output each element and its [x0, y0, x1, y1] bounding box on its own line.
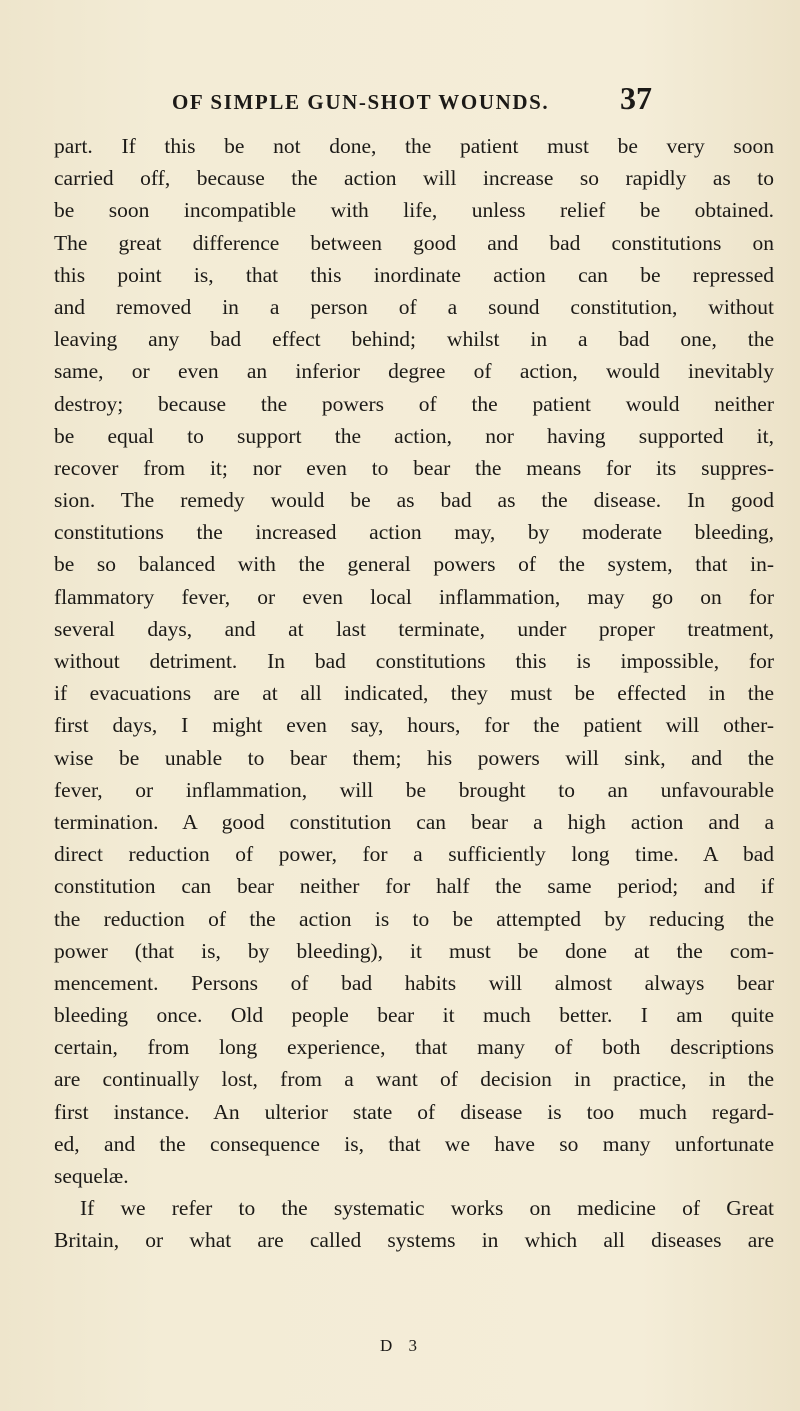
running-title: OF SIMPLE GUN-SHOT WOUNDS. [172, 90, 550, 114]
text-line: without detriment. In bad constitutions this is impossible, for [54, 649, 774, 673]
text-line: power (that is, by bleeding), it must be done at the com- [54, 938, 774, 963]
text-line: constitutions the increased action may, by moderate bleeding, [54, 520, 774, 545]
text-line: same, or even an inferior degree of action, would inevitably [54, 359, 774, 384]
text-line: be soon incompatible with life, unless relief be obtained. [54, 198, 774, 223]
text-line: termination. A good constitution can bear a high action and a [54, 809, 774, 834]
text-line: first days, I might even say, hours, for the patient will other- [54, 713, 774, 738]
text-line: sion. The remedy would be as bad as the disease. In good [54, 488, 774, 513]
running-head [0, 80, 800, 118]
text-line: if evacuations are at all indicated, they must be effected in the [54, 681, 774, 706]
text-line: direct reduction of power, for a sufficiently long time. A bad [54, 842, 774, 867]
text-line: destroy; because the powers of the patient would neither [54, 391, 774, 416]
text-line: sequelæ. [54, 1164, 129, 1188]
text-line: first instance. An ulterior state of disease is too much regard- [54, 1099, 774, 1124]
text-line: constitution can bear neither for half the same period; and if [54, 874, 774, 899]
signature-mark: D 3 [380, 1336, 424, 1355]
text-line: bleeding once. Old people bear it much better. I am quite [54, 1003, 774, 1028]
text-line: are continually lost, from a want of decision in practice, in the [54, 1067, 774, 1092]
text-line: carried off, because the action will increase so rapidly as to [54, 166, 774, 191]
text-line: recover from it; nor even to bear the means for its suppres- [54, 455, 774, 480]
text-line: fever, or inflammation, will be brought to an unfavourable [54, 777, 774, 802]
text-line: Britain, or what are called systems in which all diseases are [54, 1228, 774, 1253]
text-line: this point is, that this inordinate action can be repressed [54, 262, 774, 287]
paragraph-start-line: If we refer to the systematic works on medicine of Great [80, 1196, 774, 1221]
text-line: and removed in a person of a sound constitution, without [54, 294, 774, 319]
text-line: leaving any bad effect behind; whilst in a bad one, the [54, 327, 774, 352]
text-line: The great difference between good and bad constitutions on [54, 230, 774, 255]
text-line: certain, from long experience, that many of both descriptions [54, 1035, 774, 1060]
body-text [54, 130, 774, 1257]
text-line: several days, and at last terminate, under proper treatment, [54, 616, 774, 641]
text-line: the reduction of the action is to be attempted by reducing the [54, 906, 774, 931]
text-line: wise be unable to bear them; his powers will sink, and the [54, 745, 774, 770]
text-line: be so balanced with the general powers of the system, that in- [54, 552, 774, 577]
page-number: 37 [620, 80, 652, 116]
text-line: mencement. Persons of bad habits will almost always bear [54, 970, 774, 995]
text-line: ed, and the consequence is, that we have so many unfortunate [54, 1131, 774, 1156]
text-line: flammatory fever, or even local inflammation, may go on for [54, 584, 774, 609]
text-line: be equal to support the action, nor having supported it, [54, 423, 774, 448]
text-line: part. If this be not done, the patient must be very soon [54, 134, 774, 158]
